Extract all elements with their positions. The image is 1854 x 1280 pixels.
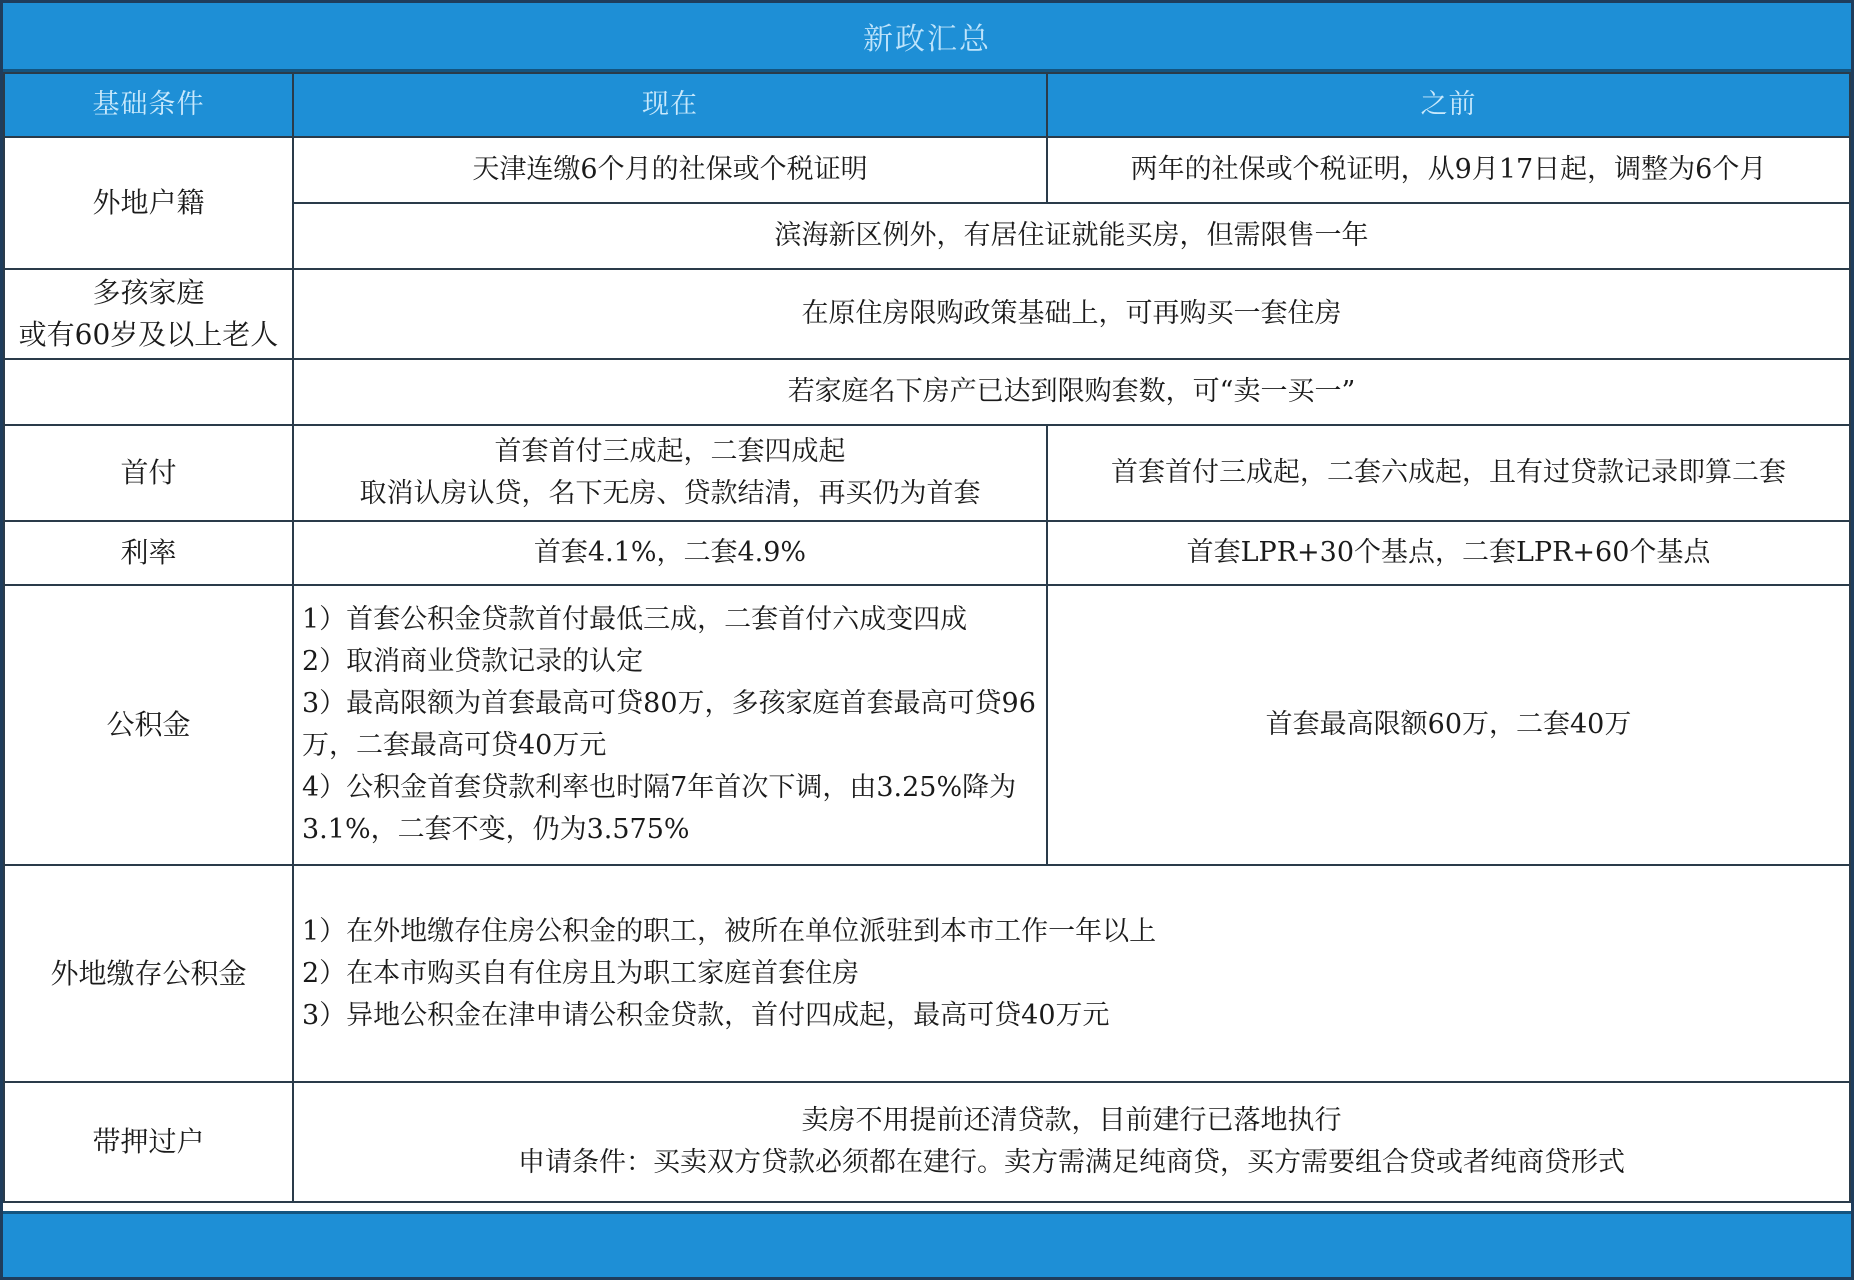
list-item: 2）取消商业贷款记录的认定: [302, 646, 644, 677]
cell-rate-before: 首套LPR+30个基点，二套LPR+60个基点: [1047, 521, 1850, 585]
cell-fund-now: [293, 585, 1047, 865]
row-label-external-fund: 外地缴存公积金: [4, 865, 293, 1082]
list-item: 3）异地公积金在津申请公积金贷款，首付四成起，最高可贷40万元: [302, 999, 1110, 1031]
row-label-hukou: 外地户籍: [4, 137, 293, 269]
list-item: 3）最高限额为首套最高可贷80万，多孩家庭首套最高可贷96万，二套最高可贷40万元: [302, 688, 1036, 761]
header-now: 现在: [293, 73, 1047, 137]
list-item: 2）在本市购买自有住房且为职工家庭首套住房: [302, 957, 860, 989]
row-label-rate: 利率: [4, 521, 293, 585]
cell-fund-before: 首套最高限额60万，二套40万: [1047, 585, 1850, 865]
cell-sell-buy: 若家庭名下房产已达到限购套数，可“卖一买一”: [293, 359, 1850, 425]
row-label-down-payment: 首付: [4, 425, 293, 521]
cell-rate-now: 首套4.1%，二套4.9%: [293, 521, 1047, 585]
cell-hukou-now: 天津连缴6个月的社保或个税证明: [293, 137, 1047, 203]
footer-bar: [3, 1211, 1851, 1277]
table-row-fund: [4, 585, 1850, 865]
header-basis: 基础条件: [4, 73, 293, 137]
list-item: 4）公积金首套贷款利率也时隔7年首次下调，由3.25%降为3.1%，二套不变，仍为3.575%: [302, 772, 1017, 845]
cell-down-payment-now: [293, 425, 1047, 521]
page-title: 新政汇总: [863, 22, 991, 57]
cell-family: 在原住房限购政策基础上，可再购买一套住房: [293, 269, 1850, 359]
list-item: 1）首套公积金贷款首付最低三成，二套首付六成变四成: [302, 604, 968, 635]
title-bar: [3, 3, 1851, 72]
table-row-mortgage-transfer: [4, 1082, 1850, 1202]
row-label-mortgage-transfer: 带押过户: [4, 1082, 293, 1202]
family-label-line2: 或有60岁及以上老人: [18, 318, 279, 351]
row-label-family: [4, 269, 293, 359]
cell-down-payment-before: 首套首付三成起，二套六成起，且有过贷款记录即算二套: [1047, 425, 1850, 521]
down-payment-now-line1: 首套首付三成起，二套四成起: [494, 436, 846, 467]
policy-table: [3, 72, 1851, 1203]
down-payment-now-line2: 取消认房认贷，名下无房、贷款结清，再买仍为首套: [359, 478, 981, 509]
cell-external-fund: [293, 865, 1850, 1082]
mortgage-transfer-line2: 申请条件：买卖双方贷款必须都在建行。卖方需满足纯商贷，买方需要组合贷或者纯商贷形式: [518, 1147, 1625, 1178]
family-label-line1: 多孩家庭: [92, 276, 205, 309]
header-before: 之前: [1047, 73, 1850, 137]
cell-mortgage-transfer: [293, 1082, 1850, 1202]
table-row-rate: [4, 521, 1850, 585]
row-label-empty: [4, 359, 293, 425]
table-row-down-payment: [4, 425, 1850, 521]
list-item: 1）在外地缴存住房公积金的职工，被所在单位派驻到本市工作一年以上: [302, 915, 1157, 947]
header-row: [4, 73, 1850, 137]
mortgage-transfer-line1: 卖房不用提前还清贷款，目前建行已落地执行: [801, 1105, 1342, 1136]
row-label-fund: 公积金: [4, 585, 293, 865]
cell-hukou-before: 两年的社保或个税证明，从9月17日起，调整为6个月: [1047, 137, 1850, 203]
table-row-family: [4, 269, 1850, 359]
cell-hukou-note: 滨海新区例外，有居住证就能买房，但需限售一年: [293, 203, 1850, 269]
table-row-external-fund: [4, 865, 1850, 1082]
table-row-sell-buy: [4, 359, 1850, 425]
table-row-hukou: [4, 137, 1850, 203]
